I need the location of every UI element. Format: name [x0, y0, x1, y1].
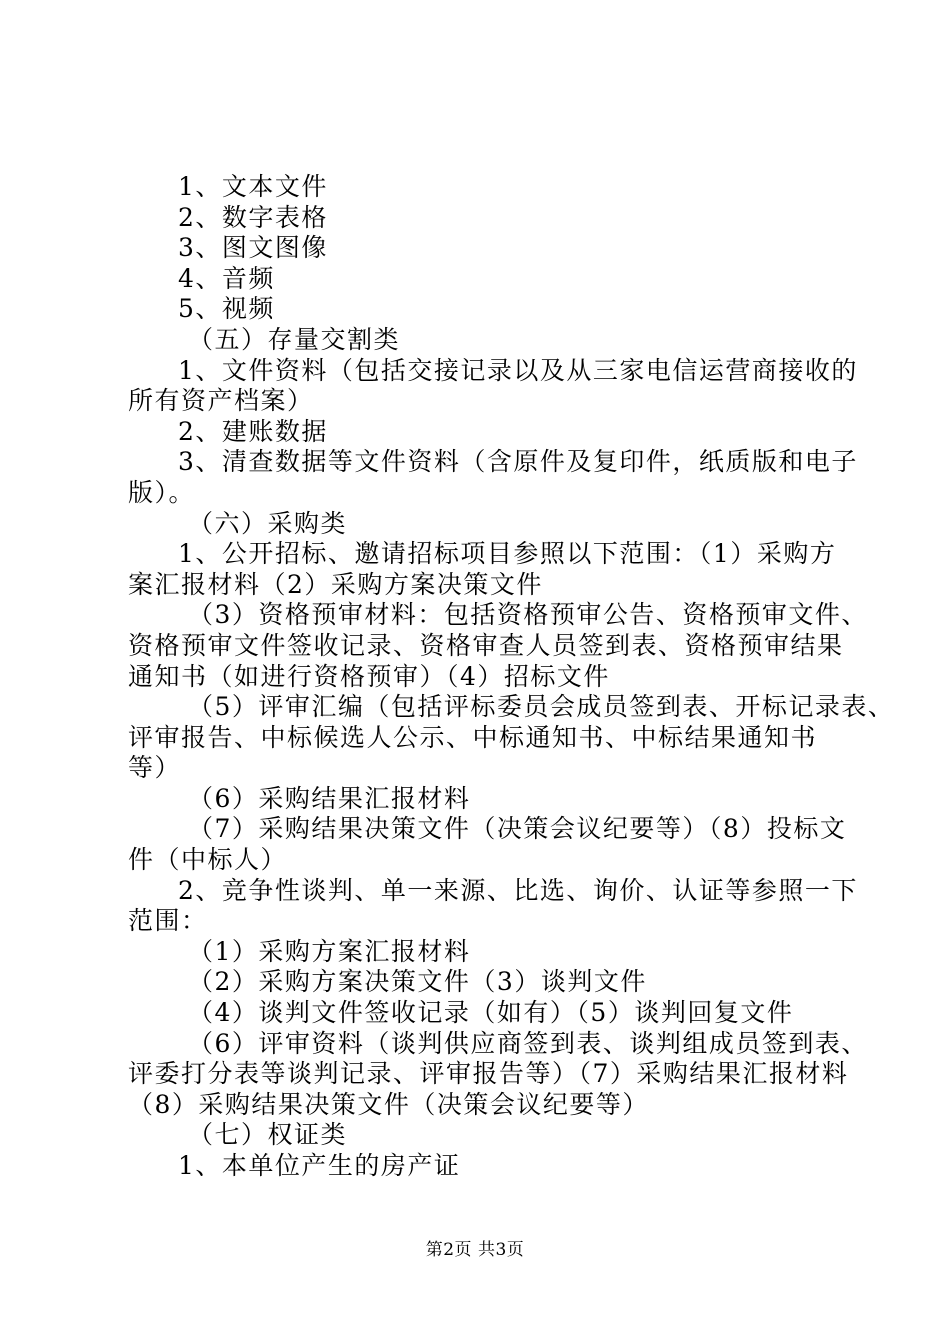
- paragraph-line: 件（中标人）: [128, 845, 288, 875]
- paragraph-line: 版）。: [128, 477, 196, 507]
- paragraph-line: （3）资格预审材料：包括资格预审公告、资格预审文件、: [188, 600, 868, 630]
- paragraph-line: （1）采购方案汇报材料: [188, 936, 471, 966]
- paragraph-line: 2、建账数据: [178, 416, 328, 446]
- paragraph-line: 评委打分表等谈判记录、评审报告等）（7）采购结果汇报材料: [128, 1059, 849, 1089]
- page-indicator: 第2页 共3页: [425, 1240, 525, 1260]
- list-item-image: 3、图文图像: [178, 233, 328, 263]
- document-body: [128, 172, 895, 1182]
- paragraph-line: （8）采购结果决策文件（决策会议纪要等）: [128, 1089, 649, 1119]
- paragraph-line: （2）采购方案决策文件（3）谈判文件: [188, 967, 647, 997]
- list-item-audio: 4、音频: [178, 263, 275, 293]
- paragraph-line: 1、公开招标、邀请招标项目参照以下范围：（1）采购方: [178, 539, 837, 569]
- list-item-video: 5、视频: [178, 294, 275, 324]
- paragraph-line: 3、清查数据等文件资料（含原件及复印件，纸质版和电子: [178, 447, 858, 477]
- paragraph-line: 资格预审文件签收记录、资格审查人员签到表、资格预审结果: [128, 630, 844, 660]
- paragraph-line: （7）采购结果决策文件（决策会议纪要等）（8）投标文: [188, 814, 847, 844]
- paragraph-line: 1、本单位产生的房产证: [178, 1151, 461, 1180]
- section-heading-5: （五）存量交割类: [188, 324, 401, 354]
- paragraph-line: （6）采购结果汇报材料: [188, 783, 471, 813]
- paragraph-line: （6）评审资料（谈判供应商签到表、谈判组成员签到表、: [188, 1028, 868, 1058]
- paragraph-line: 评审报告、中标候选人公示、中标通知书、中标结果通知书: [128, 722, 818, 752]
- page-footer: [0, 1240, 950, 1260]
- paragraph-line: 2、竞争性谈判、单一来源、比选、询价、认证等参照一下: [178, 875, 858, 905]
- paragraph-line: （5）评审汇编（包括评标委员会成员签到表、开标记录表、: [188, 692, 895, 722]
- paragraph-line: 案汇报材料（2）采购方案决策文件: [128, 569, 543, 599]
- list-item-text-file: 1、文本文件: [178, 172, 328, 201]
- list-item-digital-table: 2、数字表格: [178, 202, 328, 232]
- section-heading-6: （六）采购类: [188, 508, 348, 538]
- section-heading-7: （七）权证类: [188, 1120, 348, 1150]
- paragraph-line: 1、文件资料（包括交接记录以及从三家电信运营商接收的: [178, 355, 858, 385]
- paragraph-line: 所有资产档案）: [128, 386, 314, 416]
- paragraph-line: （4）谈判文件签收记录（如有）（5）谈判回复文件: [188, 998, 794, 1028]
- paragraph-line: 范围：: [128, 906, 208, 936]
- paragraph-line: 等）: [128, 753, 182, 783]
- paragraph-line: 通知书（如进行资格预审）（4）招标文件: [128, 661, 610, 691]
